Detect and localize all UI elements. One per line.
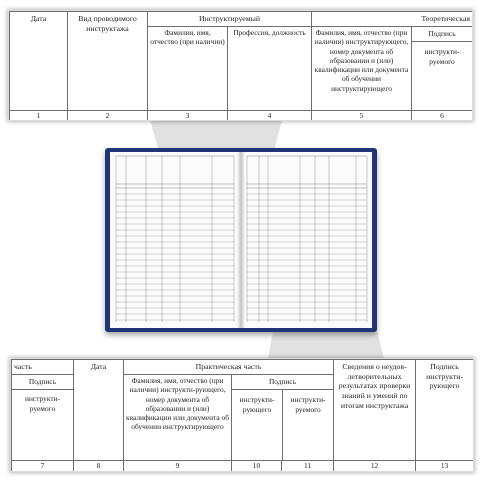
col-number-13: 13 bbox=[416, 461, 473, 471]
open-journal bbox=[105, 148, 377, 332]
col-number-10: 10 bbox=[232, 461, 282, 471]
journal-spread bbox=[110, 152, 372, 328]
col-header-date: Дата bbox=[10, 12, 68, 111]
col-number-4: 4 bbox=[228, 111, 312, 121]
col-number-7: 7 bbox=[12, 461, 74, 471]
col-header-kind: Вид проводимого инструктажа bbox=[68, 12, 148, 111]
signature-who: инструкти-руемого bbox=[424, 47, 460, 66]
col-header-signature-mid bbox=[232, 375, 334, 461]
col-header-fio: Фамилия, имя, отчество (при наличии) bbox=[148, 27, 228, 111]
journal-table-top bbox=[9, 11, 472, 120]
col-header-practical: Практическая часть bbox=[124, 360, 334, 375]
col-header-instructed: Инструктируемый bbox=[148, 12, 312, 27]
col-header-results: Сведения о неудов-летворительных результатах проверки знаний и умений по итогам инструктажа bbox=[334, 360, 416, 461]
col-header-signature-left bbox=[12, 375, 74, 461]
col-header-sig-last: Подпись инструкти-рующего bbox=[416, 360, 473, 461]
signature-left-who: инструкти-руемого bbox=[25, 394, 60, 413]
col-number-5: 5 bbox=[312, 111, 412, 121]
zoom-callout-top bbox=[9, 11, 472, 120]
col-header-part-tail: часть bbox=[12, 360, 74, 375]
zoom-callout-bottom bbox=[11, 359, 473, 471]
col-number-3: 3 bbox=[148, 111, 228, 121]
col-header-position: Профессия, должность bbox=[228, 27, 312, 111]
signature-label: Подпись bbox=[412, 27, 472, 42]
col-number-2: 2 bbox=[68, 111, 148, 121]
signature-left-label: Подпись bbox=[12, 375, 73, 390]
col-header-date-2: Дата bbox=[74, 360, 124, 461]
col-number-8: 8 bbox=[74, 461, 124, 471]
col-number-12: 12 bbox=[334, 461, 416, 471]
signature-mid-label: Подпись bbox=[232, 375, 333, 390]
journal-gutter bbox=[237, 152, 245, 328]
col-header-signature bbox=[412, 27, 473, 111]
sig-instructed: инструкти-руемого bbox=[290, 395, 326, 414]
col-number-6: 6 bbox=[412, 111, 473, 121]
col-number-1: 1 bbox=[10, 111, 68, 121]
sig-instructing: инструкти-рующего bbox=[232, 390, 283, 460]
col-number-9: 9 bbox=[124, 461, 232, 471]
col-header-edu-doc: Фамилия, имя, отчество (при наличии) инструктирующего, номер документа об образовании и (или) квалификации или документа об обучении инструктирующего bbox=[312, 27, 412, 111]
col-header-fio-instructor: Фамилия, имя, отчество (при наличии) инструкти-рующего, номер документа об образовании и (или) квалификации или документа об обучении инструктирующего bbox=[124, 375, 232, 461]
journal-table-bottom bbox=[11, 359, 473, 471]
col-header-theory: Теоретическая bbox=[412, 12, 473, 27]
col-number-11: 11 bbox=[282, 461, 334, 471]
col-header-blank bbox=[312, 12, 412, 27]
